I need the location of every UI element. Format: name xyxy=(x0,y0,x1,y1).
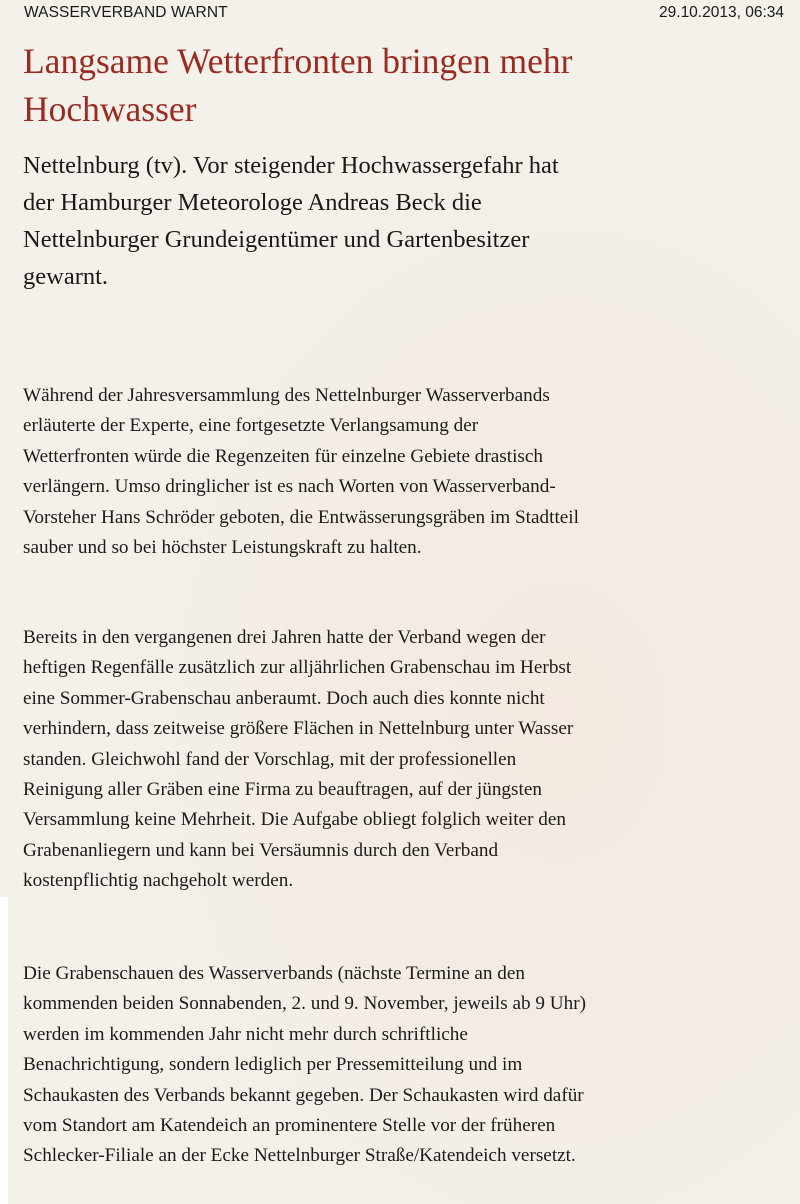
headline-line: Langsame Wetterfronten bringen mehr xyxy=(23,41,573,81)
paragraph-line: Reinigung aller Gräben eine Firma zu beauftragen, auf der jüngsten xyxy=(23,779,542,801)
paragraph-line: Bereits in den vergangenen drei Jahren hatte der Verband wegen der xyxy=(23,627,546,648)
paragraph-line: verhindern, dass zeitweise größere Flächen in Nettelnburg unter Wasser xyxy=(23,718,574,740)
paragraph-line: Schlecker-Filiale an der Ecke Nettelnburger Straße/Katendeich versetzt. xyxy=(23,1145,576,1167)
paragraph-line: standen. Gleichwohl fand der Vorschlag, mit der professionellen xyxy=(23,748,517,770)
article-paragraph-1 xyxy=(23,381,798,563)
lead-line: Nettelnburger Grundeigentümer und Gartenbesitzer xyxy=(23,226,530,253)
paragraph-line: kostenpflichtig nachgeholt werden. xyxy=(23,870,294,892)
article-paragraph-2 xyxy=(23,623,798,897)
article-dateline: 29.10.2013, 06:34 xyxy=(659,4,784,21)
paragraph-line: sauber und so bei höchster Leistungskraft zu halten. xyxy=(23,537,422,559)
paragraph-line: Schaukasten des Verbands bekannt gegeben. Der Schaukasten wird dafür xyxy=(23,1084,584,1106)
article-paragraph-3 xyxy=(23,959,798,1172)
lead-line: der Hamburger Meteorologe Andreas Beck die xyxy=(23,189,482,216)
paragraph-line: kommenden beiden Sonnabenden, 2. und 9. November, jeweils ab 9 Uhr) xyxy=(23,993,586,1015)
paragraph-line: erläuterte der Experte, eine fortgesetzte Verlangsamung der xyxy=(23,415,479,437)
paragraph-line: Grabenanliegern und kann bei Versäumnis durch den Verband xyxy=(23,839,499,861)
paragraph-line: Wetterfronten würde die Regenzeiten für einzelne Gebiete drastisch xyxy=(23,445,544,467)
paragraph-line: werden im kommenden Jahr nicht mehr durch schriftliche xyxy=(23,1023,468,1045)
lead-line: Nettelnburg (tv). Vor steigender Hochwassergefahr hat xyxy=(23,152,559,179)
paragraph-line: Die Grabenschauen des Wasserverbands (nächste Termine an den xyxy=(23,963,526,984)
paragraph-line: Vorsteher Hans Schröder geboten, die Entwässerungsgräben im Stadtteil xyxy=(23,506,579,528)
paragraph-line: verlängern. Umso dringlicher ist es nach Worten von Wasserverband- xyxy=(23,476,556,498)
lead-line: gewarnt. xyxy=(23,263,109,290)
paragraph-line: Während der Jahresversammlung des Nettelnburger Wasserverbands xyxy=(23,385,550,406)
article-headline xyxy=(23,37,793,133)
paragraph-line: Benachrichtigung, sondern lediglich per Pressemitteilung und im xyxy=(23,1054,523,1076)
article-kicker: WASSERVERBAND WARNT xyxy=(24,4,228,21)
paragraph-line: heftigen Regenfälle zusätzlich zur alljährlichen Grabenschau im Herbst xyxy=(23,657,572,679)
paragraph-line: Versammlung keine Mehrheit. Die Aufgabe obliegt folglich weiter den xyxy=(23,809,566,831)
paragraph-line: eine Sommer-Grabenschau anberaumt. Doch auch dies konnte nicht xyxy=(23,687,545,709)
article-lead xyxy=(23,147,793,295)
paragraph-line: vom Standort am Katendeich an prominentere Stelle vor der früheren xyxy=(23,1115,556,1137)
headline-line: Hochwasser xyxy=(23,89,197,129)
scan-edge xyxy=(0,897,8,1204)
